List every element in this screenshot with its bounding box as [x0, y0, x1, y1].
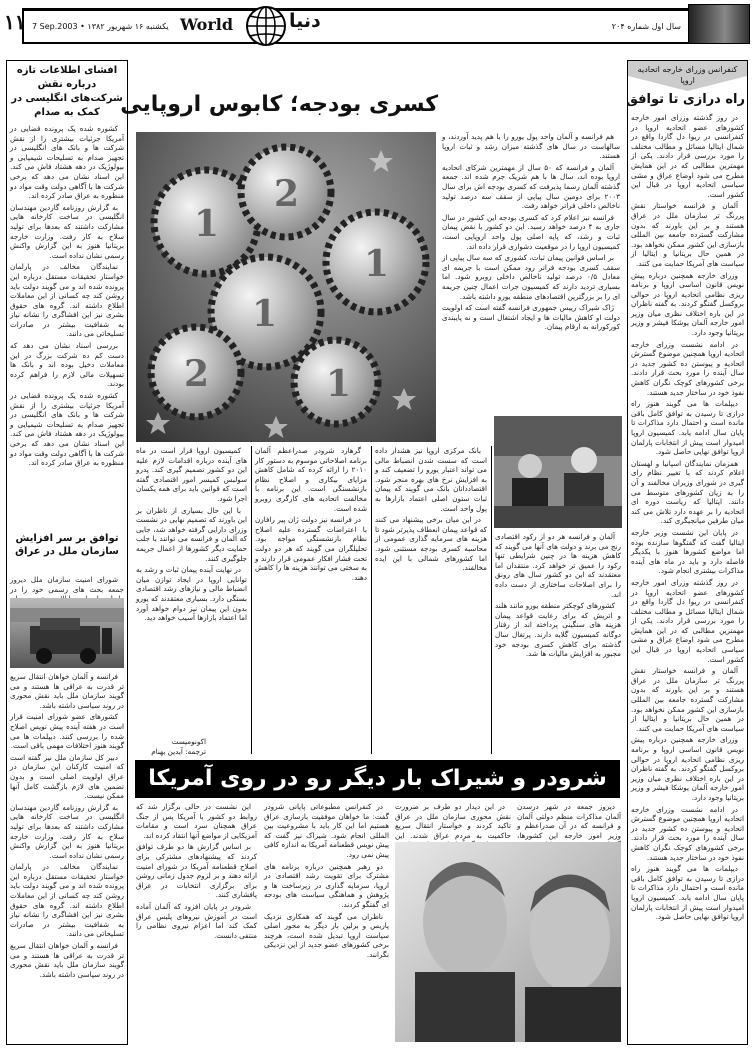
paragraph: شورای امنیت سازمان ملل دیروز جمعه بحث های رسمی خود را در: [10, 575, 124, 594]
paragraph: در ادامه نشست وزرای خارجه اتحادیه اروپا همچنین موضوع گسترش اتحادیه و پیوستن ده کشور جدید در سال آینده را مورد بحث قرار دادند. برخی کشورهای کوچک نگران کاهش نفوذ خود در ساختار جدید هستند.: [631, 804, 744, 862]
paragraph: وزرای خارجه همچنین درباره پیش نویس قانون اساسی اروپا و برنامه ریزی نظامی اتحادیه اروپا در حوالی بروکسل گفتگو کردند. به گفته ناظران در این باره اختلاف نظری میان وزیر امور خارجه آلمان یوشکا فیشر و وزیر بریتانیا وجود دارد.: [631, 735, 744, 802]
page-number: ۱۱: [4, 10, 26, 34]
paragraph: گرهارد شرودر صدراعظم آلمان برنامه اصلاحاتی موسوم به دستور کار ۲۰۱۰ را ارائه کرده که شامل کاهش مزایای بیکاری و اصلاح نظام بازنشستگی است. این برنامه با مخالفت اتحادیه های کارگری روبرو شده است.: [255, 446, 367, 513]
left-headline-1: افشای اطلاعات تازه درباره نقش شرکت‌های انگلیسی در کمک به صدام: [11, 65, 123, 118]
svg-text:2: 2: [274, 173, 300, 215]
paragraph: بر اساس گزارش ها دو طرف توافق کردند که پیشنهادهای مشترکی برای اصلاح قطعنامه آمریکا در شورای امنیت ارائه دهند و بر لزوم جدول زمانی روشن برای برگزاری انتخابات در عراق پافشاری کنند.: [136, 842, 257, 900]
section-title-en: World: [180, 15, 234, 34]
paragraph: کشورهای عضو شورای امنیت قرار است در هفته آینده پیش نویس اصلاح شده را بررسی کنند. دیپلمات ها می گویند هنوز اختلافات مهمی باقی است.: [10, 712, 124, 751]
paragraph: آلمان و فرانسه که ۵۰ سال از مهمترین شرکای اتحادیه اروپا بوده اند، سال ها با هم شریک جرم شده اند. جمعه گذشته آلمان رسما پذیرفت که کسری بودجه اش برای سال ۲۰۰۳ برای دومین سال پیاپی از سقف سه درصد تولید ناخالص داخلی فراتر خواهد رفت.: [442, 162, 620, 211]
paragraph: فرانسه و آلمان خواهان انتقال سریع تر قدرت به عراقی ها هستند و می گویند سازمان ملل باید نقش محوری در روند سیاسی داشته باشد.: [10, 672, 124, 710]
svg-text:1: 1: [194, 203, 220, 245]
paragraph: با این حال بسیاری از ناظران بر این باورند که تصمیم نهایی در نشست وزرای دارایی گرفته خواهد شد، جایی که آلمان و فرانسه می توانند با جلب حمایت دیگر کشورها از اعمال جریمه جلوگیری کنند.: [136, 505, 247, 563]
paragraph: در روز گذشته وزرای امور خارجه کشورهای عضو اتحادیه اروپا در کنفرانسی در ریوا دل گاردا واقع در شمال ایتالیا مسائل و مطالب مختلف را مورد بررسی قرار دادند. یکی از مهمترین مطالبی که در این همایش مطرح می شود اوضاع عراق و مشی سیاسی اتحادیه اروپا در قبال این کشور است.: [631, 113, 744, 199]
second-col-1-top: [517, 802, 621, 840]
ministers-meeting-photo: [494, 416, 622, 528]
left-article-1: [10, 124, 124, 527]
paragraph: کشورهای کوچکتر منطقه یورو مانند هلند و اتریش که برای رعایت قواعد پیمان هزینه های سنگینی پرداخته اند از رفتار دوگانه کمیسیون گلایه دارند. پرتغال سال گذشته برای کاهش کسری بودجه خود مجبور به افزایش مالیات ها شد.: [495, 601, 621, 659]
military-vehicle-photo: [10, 598, 124, 668]
newspaper-logo: [688, 4, 750, 44]
paragraph: این نشست در حالی برگزار شد که روابط دو کشور با آمریکا پس از جنگ عراق همچنان سرد است و مقامات آمریکایی از مواضع آنها انتقاد کرده اند.: [136, 802, 257, 840]
paragraph: وزرای خارجه همچنین درباره پیش نویس قانون اساسی اروپا و برنامه ریزی نظامی اتحادیه اروپا در حوالی بروکسل گفتگو کردند. به گفته ناظران در این باره اختلاف نظری میان وزیر امور خارجه آلمان یوشکا فیشر و وزیر بریتانیا وجود دارد.: [631, 270, 744, 338]
paragraph: دبیر کل سازمان ملل نیز گفته است که امنیت کارکنان این سازمان در عراق اولویت اصلی است و بدون تضمین های لازم بازگشت کامل آنها ممکن نیست.: [10, 752, 124, 801]
svg-text:1: 1: [364, 243, 390, 285]
issue-number: سال اول شماره ۲۰۴: [611, 22, 681, 31]
euro-coins-gears-photo: [136, 132, 436, 442]
paragraph: در روز گذشته وزرای امور خارجه کشورهای عضو اتحادیه اروپا در کنفرانسی در ریوا دل گاردا واقع در شمال ایتالیا مسائل و مطالب مختلف را مورد بررسی قرار دادند. یکی از مهمترین مطالبی که در این همایش مطرح می شود اوضاع عراق و مشی سیاسی اتحادیه اروپا در قبال این کشور است.: [631, 577, 744, 664]
left-article-2: [10, 672, 124, 1040]
paragraph: دیروز جمعه در شهر درسدن آلمان مذاکرات منظم دولتی آلمان و فرانسه که در آن صدراعظم و وزیر امور خارجه این کشورها،: [517, 802, 621, 840]
main-headline: کسری بودجه؛ کابوس اروپایی: [120, 92, 438, 117]
paragraph: نمایندگان مخالف در پارلمان خواستار تحقیقات مستقل درباره این پرونده شده اند و می گویند دولت باید روشن کند چه کسانی از این معاملات اطلاع داشته اند. گروه های حقوق بشری نیز این افشاگری را نشانه نیاز به شفافیت بیشتر در صادرات تسلیحاتی می دانند.: [10, 862, 124, 939]
second-col-3: [264, 802, 389, 1042]
paragraph: شرودر در پایان افزود که آلمان آماده است در آموزش نیروهای پلیس عراق کمک کند اما اعزام نیروی نظامی را منتفی دانست.: [136, 901, 257, 940]
paragraph: در این میان برخی پیشنهاد می کنند که قواعد پیمان انعطاف پذیرتر شود تا هزینه های سرمایه گذاری عمومی از محاسبه کسری بودجه مستثنی شود. اما کشورهای شمالی با این ایده مخالفند.: [375, 515, 487, 573]
globe-icon: [246, 2, 286, 52]
paragraph: در ادامه نشست وزرای خارجه اتحادیه اروپا همچنین موضوع گسترش اتحادیه و پیوستن ده کشور جدید در سال آینده را مورد بحث قرار دادند. برخی کشورهای کوچک نگران کاهش نفوذ خود در ساختار جدید هستند.: [631, 339, 744, 397]
paragraph: بررسی اسناد نشان می دهد که دست کم ده شرکت بزرگ در این معاملات دخیل بوده اند و بانک ها تسهیلات مالی لازم را فراهم کرده بودند.: [10, 341, 124, 389]
paragraph: بر اساس قوانین پیمان ثبات، کشوری که سه سال پیاپی از سقف کسری بودجه فراتر رود ممکن است با جریمه ای معادل ۰/۵ درصد تولید ناخالص داخلی روبرو شود. اما بسیاری تردید دارند که کمیسیون جرات اعمال چنین جریمه ای را بر بزرگترین اقتصادهای منطقه یورو داشته باشد.: [442, 253, 620, 301]
svg-text:2: 2: [184, 353, 210, 395]
paragraph: کمیسیون اروپا قرار است در ماه های آینده درباره اقدامات لازم علیه این دو کشور تصمیم گیری کند. پدرو سولبس کمیسر امور اقتصادی گفته است که قوانین باید برای همه یکسان اجرا شود.: [136, 446, 247, 503]
paragraph: دیپلمات ها می گویند هنوز راه درازی تا رسیدن به توافق کامل باقی مانده است و احتمال دارد مذاکرات تا پایان سال ادامه یابد. کمیسیون اروپا امیدوار است پیش از انتخابات پارلمان اروپا توافق نهایی حاصل شود.: [631, 864, 744, 922]
left-headline-2: توافق بر سر افزایش سازمان ملل در عراق: [15, 533, 119, 557]
translator: ترجمه: آیدین بهنام: [151, 746, 206, 756]
paragraph: به گزارش روزنامه گاردین مهندسان انگلیسی در ساخت کارخانه هایی مشارکت داشتند که بعدها برای تولید سلاح به کار رفت. وزارت خارجه بریتانیا هنوز به این گزارش واکنش رسمی نشان نداده است.: [10, 802, 124, 860]
second-col-2-top: [395, 802, 511, 840]
paragraph: آلمان و فرانسه خواستار نقش پررنگ تر سازمان ملل در عراق هستند و بر این باورند که بدون مشارکت گسترده جامعه بین المللی بازسازی این کشور ممکن نخواهد بود. در همین حال بریتانیا و ایتالیا از سیاست های آمریکا حمایت می کنند.: [631, 666, 744, 733]
paragraph: آلمان و فرانسه هر دو از رکود اقتصادی رنج می برند و دولت های آنها می گویند که کاهش هزینه ها در چنین شرایطی تنها رکود را عمیق تر خواهد کرد. منتقدان اما معتقدند که این دو کشور سال های رونق را برای اصلاحات ساختاری از دست داده اند.: [495, 532, 621, 599]
source: اکونومیست: [171, 737, 206, 746]
paragraph: ناظران می گویند که همکاری نزدیک پاریس و برلین بار دیگر به محور اصلی سیاست اروپا تبدیل شده است، هرچند برخی کشورهای عضو جدید از این نزدیکی نگرانند.: [264, 911, 389, 959]
schroeder-chirac-photo: [395, 842, 621, 1042]
svg-text:1: 1: [252, 293, 278, 335]
paragraph: در نهایت آینده پیمان ثبات و رشد به توانایی اروپا در ایجاد توازن میان انضباط مالی و نیازهای رشد اقتصادی بستگی دارد. بسیاری معتقدند که یورو بدون این پیمان نیز دوام خواهد آورد اما اعتماد بازارها آسیب خواهد دید.: [136, 565, 247, 623]
svg-text:1: 1: [326, 363, 352, 405]
byline: [136, 737, 206, 758]
paragraph: به گزارش روزنامه گاردین مهندسان انگلیسی در ساخت کارخانه هایی مشارکت داشتند که بعدها برای تولید سلاح به کار رفت. وزارت خارجه بریتانیا هنوز به این گزارش واکنش رسمی نشان نداده است.: [10, 202, 124, 260]
section-title-fa: دنیا: [289, 10, 321, 32]
main-body-col-1: [495, 532, 621, 753]
paragraph: در فرانسه نیز دولت ژان پیر رافارن با اعتراضات گسترده علیه اصلاح نظام بازنشستگی مواجه بود. تحلیلگران می گویند که هر دو دولت تحت فشار افکار عمومی قرار دارند و به سختی می توانند هزینه ها را کاهش دهند.: [255, 515, 367, 582]
paragraph: کشوره شده یک پرونده قضایی در آمریکا جزئیات بیشتری را از نقش شرکت ها و بانک های انگلیسی در تجهیز صدام به تسلیحات شیمیایی و بیولوژیک در دهه هشتاد فاش می کند. این اسناد نشان می دهد که برخی شرکت ها با آگاهی دولت وقت مواد دو منظوره به عراق صادر کرده اند.: [10, 391, 124, 468]
paragraph: در این دیدار دو طرف بر ضرورت نقش محوری سازمان ملل در عراق تاکید کردند و خواستار انتقال سریع حاکمیت به مردم عراق شدند. این: [395, 802, 511, 840]
right-article: [631, 113, 744, 1040]
paragraph: فرانسه و آلمان خواهان انتقال سریع تر قدرت به عراقی ها هستند و می گویند سازمان ملل باید نقش محوری در روند سیاسی داشته باشد.: [10, 941, 124, 979]
paragraph: در پایان این نشست وزیر خارجه ایتالیا گفت که گفتگوها سازنده بوده اما مواضع کشورها هنوز با یکدیگر فاصله دارد و باید در ماه های آینده مذاکرات بیشتری انجام شود.: [631, 527, 744, 576]
column-rule: [371, 446, 372, 754]
issue-date: 7 Sep.2003 • یکشنبه ۱۶ شهریور ۱۳۸۲: [32, 22, 169, 31]
paragraph: همزمان نمایندگان اسپانیا و لهستان اعلام کردند که با تغییر نظام رای گیری در شورای وزیران مخالفند و آن را به زیان کشورهای متوسط می دانند. ایتالیا که ریاست دوره ای اتحادیه را بر عهده دارد تلاش می کند میان طرفین میانجیگری کند.: [631, 458, 744, 526]
column-rule: [491, 446, 492, 754]
paragraph: هم فرانسه و آلمان واحد پول یورو را با هم پدید آوردند، و سالهاست در سال های گذشته میزان رشد و ثبات اروپا هستند.: [442, 132, 620, 161]
main-body-col-2: [375, 446, 487, 753]
paragraph: دو رهبر همچنین درباره برنامه های مشترک برای تقویت رشد اقتصادی در اروپا، سرمایه گذاری در زیرساخت ها و پژوهش و هماهنگی سیاست های بودجه ای گفتگو کردند.: [264, 861, 389, 909]
second-col-4: [136, 802, 257, 1042]
second-headline: شرودر و شیراک بار دیگر رو در روی آمریکا: [135, 760, 620, 798]
paragraph: آلمان و فرانسه خواستار نقش پررنگ تر سازمان ملل در عراق هستند و بر این باورند که بدون مشارکت گسترده جامعه بین المللی بازسازی این کشور ممکن نخواهد بود. در همین حال بریتانیا و ایتالیا از سیاست های آمریکا حمایت می کنند.: [631, 201, 744, 268]
right-kicker: کنفرانس وزرای خارجه اتحادیه اروپا: [637, 65, 738, 85]
paragraph: ژاک شیراک رییس جمهوری فرانسه گفته است که اولویت دولت او کاهش مالیات ها و ایجاد اشتغال است و نه پایبندی کورکورانه به ارقام پیمان.: [442, 303, 620, 332]
left-article-2-lead: [10, 575, 124, 595]
right-headline: راه درازی تا توافق: [626, 92, 745, 107]
paragraph: کشوره شده یک پرونده قضایی در آمریکا جزئیات بیشتری را از نقش شرکت ها و بانک های انگلیسی در تجهیز صدام به تسلیحات شیمیایی و بیولوژیک در دهه هشتاد فاش می کند. این اسناد نشان می دهد که برخی شرکت ها با آگاهی دولت وقت مواد دو منظوره به عراق صادر کرده اند.: [10, 124, 124, 201]
main-intro: [442, 132, 620, 412]
paragraph: بانک مرکزی اروپا نیز هشدار داده است که سست شدن انضباط مالی می تواند اعتبار یورو را تضعیف کند و به افزایش نرخ های بهره منجر شود. اقتصاددانان بانک می گویند که پیمان ثبات ستون اصلی اعتماد بازارها به پول واحد است.: [375, 446, 487, 513]
main-body-col-3: [255, 446, 367, 753]
column-rule: [251, 446, 252, 754]
paragraph: نمایندگان مخالف در پارلمان خواستار تحقیقات مستقل درباره این پرونده شده اند و می گویند دولت باید روشن کند چه کسانی از این معاملات اطلاع داشته اند. گروه های حقوق بشری نیز این افشاگری را نشانه نیاز به شفافیت بیشتر در صادرات تسلیحاتی می دانند.: [10, 262, 124, 339]
paragraph: دیپلمات ها می گویند هنوز راه درازی تا رسیدن به توافق کامل باقی مانده است و احتمال دارد مذاکرات تا پایان سال ادامه یابد. کمیسیون اروپا امیدوار است پیش از انتخابات پارلمان اروپا توافق نهایی حاصل شود.: [631, 399, 744, 457]
main-body-col-4: [136, 446, 247, 734]
paragraph: فرانسه نیز اعلام کرد که کسری بودجه این کشور در سال جاری به ۴ درصد خواهد رسید. این دو کشور با نقض پیمان ثبات و رشد، که پایه اصلی پول واحد اروپایی است، کمیسیون اروپا را در موقعیت دشواری قرار داده اند.: [442, 212, 620, 251]
paragraph: در کنفرانس مطبوعاتی پایانی شرودر گفت: ما خواهان موفقیت بازسازی عراق هستیم اما این کار باید با مشروعیت بین المللی انجام شود. شیراک نیز گفت که پیش نویس قطعنامه آمریکا به اندازه کافی پیش نمی رود.: [264, 802, 389, 859]
